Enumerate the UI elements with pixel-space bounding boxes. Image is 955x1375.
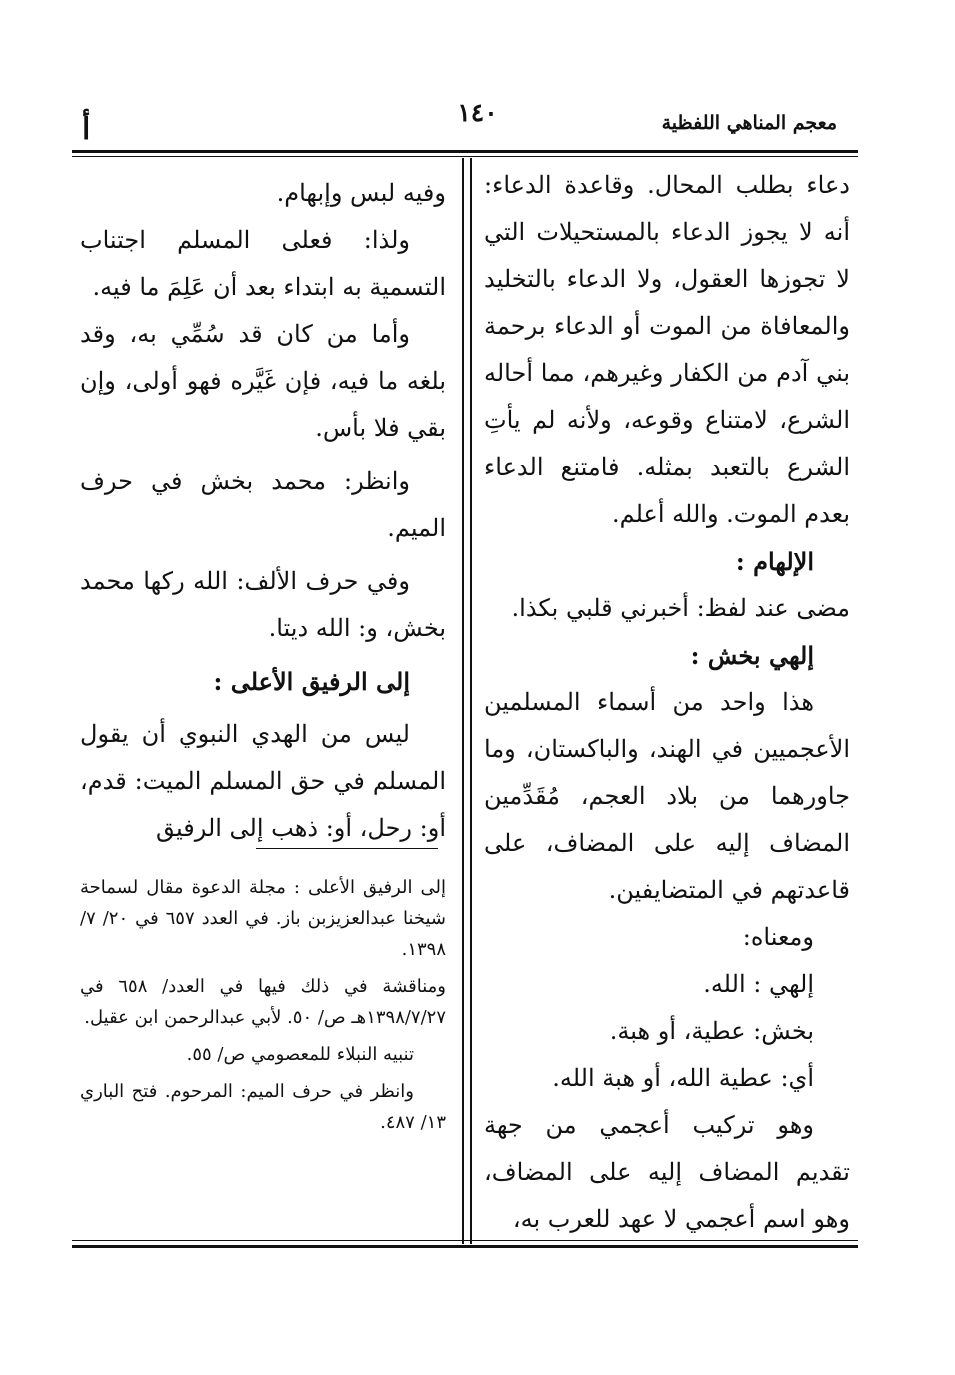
footnote: تنبيه النبلاء للمعصومي ص/ ٥٥. — [186, 1044, 414, 1065]
entry-heading: إلهي بخش : — [690, 641, 814, 670]
left-paragraph: وفي حرف الألف: الله ركها محمد بخش، و: الله ديتا. — [80, 567, 446, 642]
right-column — [484, 162, 850, 1243]
column-divider — [462, 158, 464, 1244]
footnotes — [80, 872, 446, 1144]
right-paragraph: هذا واحد من أسماء المسلمين الأعجميين في الهند، والباكستان، وما جاورهما من بلاد العجم، مُقَدِّمين المضاف إليه على المضاف، على قاعدتهم في المتضايفين. — [484, 688, 850, 904]
footnote: وانظر في حرف الميم: المرحوم. فتح الباري ١٣/ ٤٨٧. — [80, 1081, 446, 1133]
left-paragraph: ليس من الهدي النبوي أن يقول المسلم في حق المسلم الميت: قدم، أو: رحل، أو: ذهب إلى الرفيق — [80, 720, 446, 842]
right-paragraph: أي: عطية الله، أو هبة الله. — [552, 1064, 814, 1092]
footnote: إلى الرفيق الأعلى : مجلة الدعوة مقال لسماحة شيخنا عبدالعزيزبن باز. في العدد ٦٥٧ في ٢٠/ ٧/ ١٣٩٨. — [80, 877, 446, 960]
page-number: ١٤٠ — [457, 98, 498, 127]
entry-heading: الإلهام : — [735, 547, 814, 576]
left-column — [80, 170, 446, 852]
left-paragraph: ولذا: فعلى المسلم اجتناب التسمية به ابتداء بعد أن عَلِمَ ما فيه. — [80, 226, 446, 301]
column-divider-inner — [470, 158, 472, 1244]
right-paragraph: بخش: عطية، أو هبة. — [609, 1017, 814, 1045]
footer-rule-top — [72, 1240, 858, 1241]
running-title: معجم المناهي اللفظية — [661, 112, 837, 134]
left-paragraph: وأما من كان قد سُمِّي به، وقد بلغه ما فيه، فإن غَيَّره فهو أولى، وإن بقي فلا بأس. — [80, 320, 446, 442]
right-paragraph: مضى عند لفظ: أخبرني قلبي بكذا. — [511, 594, 850, 622]
header-rule-top — [72, 150, 858, 153]
section-letter: أ — [82, 112, 91, 147]
footnote: ومناقشة في ذلك فيها في العدد/ ٦٥٨ في ١٣٩٨/٧/٢٧هـ ص/ ٥٠. لأبي عبدالرحمن ابن عقيل. — [80, 976, 446, 1028]
right-paragraph: دعاء بطلب المحال. وقاعدة الدعاء: أنه لا يجوز الدعاء بالمستحيلات التي لا تجوزها العقول، ولا الدعاء بالتخليد والمعافاة من الموت أو الدعاء برحمة بني آدم من الكفار وغيرهم، مما أحاله الشرع، لامتناع وقوعه، ولأنه لم يأتِ الشرع بالتعبد بمثله. فامتنع الدعاء بعدم الموت. والله أعلم. — [484, 171, 850, 528]
footnote-separator — [256, 848, 438, 849]
left-paragraph: وانظر: محمد بخش في حرف الميم. — [80, 467, 446, 542]
right-paragraph: ومعناه: — [742, 923, 814, 951]
header-rule-bottom — [72, 156, 858, 157]
left-paragraph: وفيه لبس وإبهام. — [276, 179, 446, 207]
entry-heading: إلى الرفيق الأعلى : — [213, 667, 410, 696]
footer-rule-bottom — [72, 1245, 858, 1248]
right-paragraph: إلهي : الله. — [703, 970, 814, 998]
right-paragraph: وهو تركيب أعجمي من جهة تقديم المضاف إليه على المضاف، وهو اسم أعجمي لا عهد للعرب به، — [484, 1111, 850, 1233]
